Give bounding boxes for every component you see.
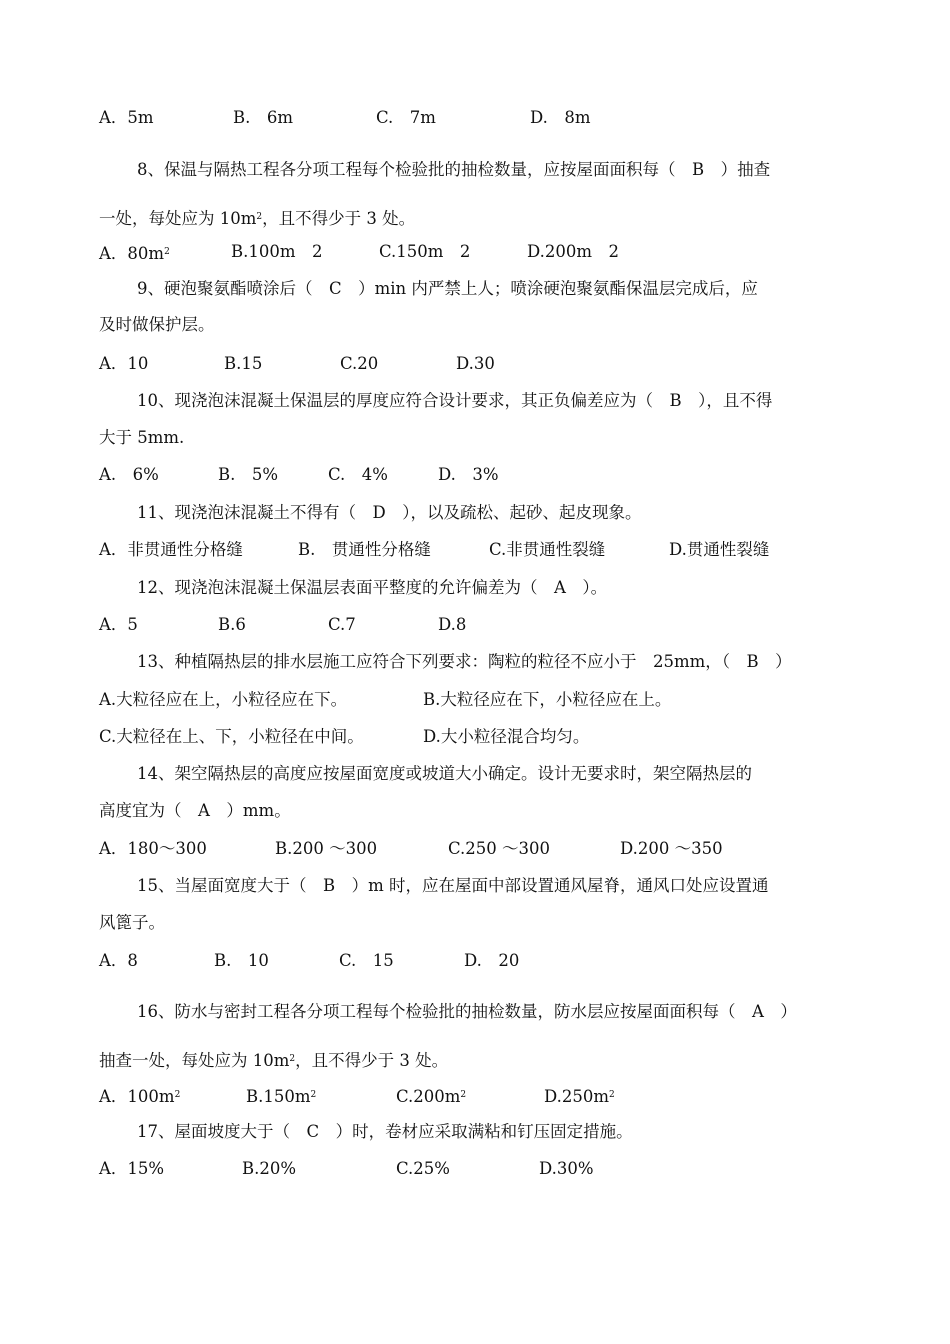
question-text: 15、当屋面宽度大于（ B ）m 时，应在屋面中部设置通风屋脊，通风口处应设置通 (137, 876, 769, 895)
question-text: 10、现浇泡沫混凝土保温层的厚度应符合设计要求，其正负偏差应为（ B ），且不得 (137, 391, 773, 410)
option-c: C. 7m (376, 108, 436, 127)
question-text: 大于 5mm. (99, 428, 185, 447)
option-a: C.大粒径在上、下，小粒径在中间。 (99, 727, 364, 746)
option-a: A．5 (99, 615, 138, 634)
option-b: B.100m 2 (231, 242, 323, 261)
question-text: 风篦子。 (99, 913, 165, 932)
option-d: D.8 (438, 615, 467, 634)
option-b: $B.150m^2$ (246, 1087, 317, 1106)
option-b: B. 5% (218, 465, 279, 484)
question-text: 14、架空隔热层的高度应按屋面宽度或坡道大小确定。设计无要求时，架空隔热层的 (137, 764, 752, 783)
question-text: 16、防水与密封工程各分项工程每个检验批的抽检数量，防水层应按屋面面积每（ A ） (137, 1002, 797, 1021)
option-c: $C.200m^2$ (396, 1087, 467, 1106)
option-b: B.15 (224, 354, 263, 373)
option-b: B. 6m (233, 108, 294, 127)
option-c: C.7 (328, 615, 356, 634)
option-c: C.150m 2 (379, 242, 471, 261)
option-c: C. 4% (328, 465, 388, 484)
option-a: A．$80m^2$ (99, 244, 170, 263)
option-a: A．非贯通性分格缝 (99, 540, 243, 559)
option-d: $D.250m^2$ (544, 1087, 615, 1106)
option-a: A．8 (99, 951, 138, 970)
option-c: C.20 (340, 354, 379, 373)
option-a: A．5m (99, 108, 154, 127)
question-text: 12、现浇泡沫混凝土保温层表面平整度的允许偏差为（ A ）。 (137, 578, 608, 597)
option-d: D. 8m (530, 108, 591, 127)
option-d: D.30% (539, 1159, 594, 1178)
question-text: 高度宜为（ A ）mm。 (99, 801, 291, 820)
option-d: D.200m 2 (527, 242, 620, 261)
option-a: A．180～300 (99, 839, 207, 858)
question-text: 8、保温与隔热工程各分项工程每个检验批的抽检数量，应按屋面面积每（ B ）抽查 (137, 160, 771, 179)
option-c: C.250 ～300 (448, 839, 551, 858)
option-a: A.大粒径应在上，小粒径应在下。 (99, 690, 348, 709)
option-b: B. 贯通性分格缝 (298, 540, 431, 559)
option-b: D.大小粒径混合均匀。 (423, 727, 590, 746)
option-b: B.大粒径应在下，小粒径应在上。 (423, 690, 672, 709)
option-a: A. 6% (99, 465, 159, 484)
question-text: 13、种植隔热层的排水层施工应符合下列要求：陶粒的粒径不应小于 25mm，（ B ） (137, 652, 792, 671)
option-c: C.非贯通性裂缝 (489, 540, 606, 559)
option-b: B.200 ～300 (275, 839, 378, 858)
question-text: 9、硬泡聚氨酯喷涂后（ C ）min 内严禁上人；喷涂硬泡聚氨酯保温层完成后，应 (137, 279, 758, 298)
option-a: A．15% (99, 1159, 165, 1178)
option-d: D.贯通性裂缝 (669, 540, 770, 559)
question-text: 一处，每处应为 $10m^2$，且不得少于 3 处。 (99, 209, 416, 228)
option-d: D.200 ～350 (620, 839, 723, 858)
option-c: C.25% (396, 1159, 450, 1178)
option-a: A．10 (99, 354, 149, 373)
option-b: B. 10 (214, 951, 269, 970)
option-d: D. 20 (464, 951, 520, 970)
question-text: 抽查一处，每处应为 $10m^2$，且不得少于 3 处。 (99, 1051, 449, 1070)
option-d: D.30 (456, 354, 495, 373)
question-text: 17、屋面坡度大于（ C ）时，卷材应采取满粘和钉压固定措施。 (137, 1122, 633, 1141)
option-b: B.20% (242, 1159, 297, 1178)
option-b: B.6 (218, 615, 246, 634)
option-a: A．$100m^2$ (99, 1087, 181, 1106)
question-text: 及时做保护层。 (99, 315, 215, 334)
question-text: 11、现浇泡沫混凝土不得有（ D ），以及疏松、起砂、起皮现象。 (137, 503, 642, 522)
option-d: D. 3% (438, 465, 499, 484)
option-c: C. 15 (339, 951, 394, 970)
